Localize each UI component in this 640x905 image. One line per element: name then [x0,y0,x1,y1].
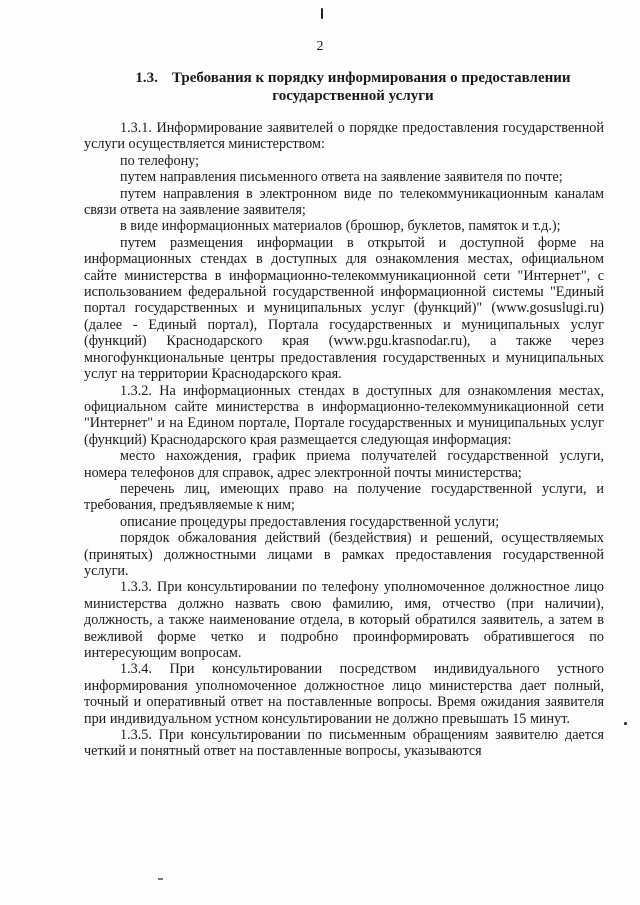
section-heading [118,69,588,105]
list-item-mail: путем направления письменного ответа на заявление заявителя по почте; [120,169,563,186]
list-item-electronic: путем направления в электронном виде по телекоммуникационным каналам связи ответа на заявление заявителя; [84,185,604,219]
list-item-phone: по телефону; [120,152,200,169]
page-number: 2 [316,39,324,54]
paragraph-1-3-3: 1.3.3. При консультировании по телефону уполномоченное должностное лицо министерства должно назвать свою фамилию, имя, отчество (при наличии), должность, а также наименование отдела, в который обратился заявитель, а затем в вежливой форме четко и подробно проинформировать обратившегося по интересующим вопросам. [84,579,604,661]
paragraph-1-3-5: 1.3.5. При консультировании по письменным обращениям заявителю дается четкий и понятный ответ на поставленные вопросы, указываются [84,727,604,760]
section-title: Требования к порядку информирования о предоставлении государственной услуги [171,70,571,104]
document-body [84,120,604,760]
scan-artifact-bottom [158,878,163,880]
list-item-materials: в виде информационных материалов (брошюр, буклетов, памяток и т.д.); [120,218,561,235]
scan-artifact-top [321,8,323,19]
section-number: 1.3. [135,70,158,86]
list-item-publication: путем размещения информации в открытой и доступной форме на информационных стендах в доступных для ознакомления местах, официальном сайте министерства в информационно-телекоммуникационной сети "Интернет", с использованием федеральной государственной информационной системы "Единый портал государственных и муниципальных услуг (функций)" (www.gosuslugi.ru) (далее - Единый портал), Портала государственных и муниципальных услуг (функций) Краснодарского края (www.pgu.krasnodar.ru), а также через многофункциональные центры предоставления государственных и муниципальных услуг на территории Краснодарского края. [84,234,604,383]
list-item-persons: перечень лиц, имеющих право на получение государственной услуги, и требования, предъявляемые к ним; [84,480,604,514]
list-item-location: место нахождения, график приема получателей государственной услуги, номера телефонов для справок, адрес электронной почты министерства; [84,448,604,481]
list-item-appeal: порядок обжалования действий (бездействия) и решений, осуществляемых (принятых) должностными лицами в рамках предоставления государственной услуги. [84,530,604,579]
list-item-procedure: описание процедуры предоставления государственной услуги; [120,513,500,530]
paragraph-1-3-2: 1.3.2. На информационных стендах в доступных для ознакомления местах, официальном сайте министерства в информационно-телекоммуникационной сети "Интернет" и на Едином портале, Портале государственных и муниципальных услуг (функций) Краснодарского края размещается следующая информация: [84,382,604,448]
paragraph-1-3-1: 1.3.1. Информирование заявителей о порядке предоставления государственной услуги осуществляется министерством: [84,120,604,153]
paragraph-1-3-4: 1.3.4. При консультировании посредством индивидуального устного информирования уполномоченное должностное лицо министерства дает полный, точный и оперативный ответ на поставленные вопросы. Время ожидания заявителя при индивидуальном устном консультировании не должно превышать 15 минут. [84,661,604,727]
scan-artifact-right [624,722,627,725]
